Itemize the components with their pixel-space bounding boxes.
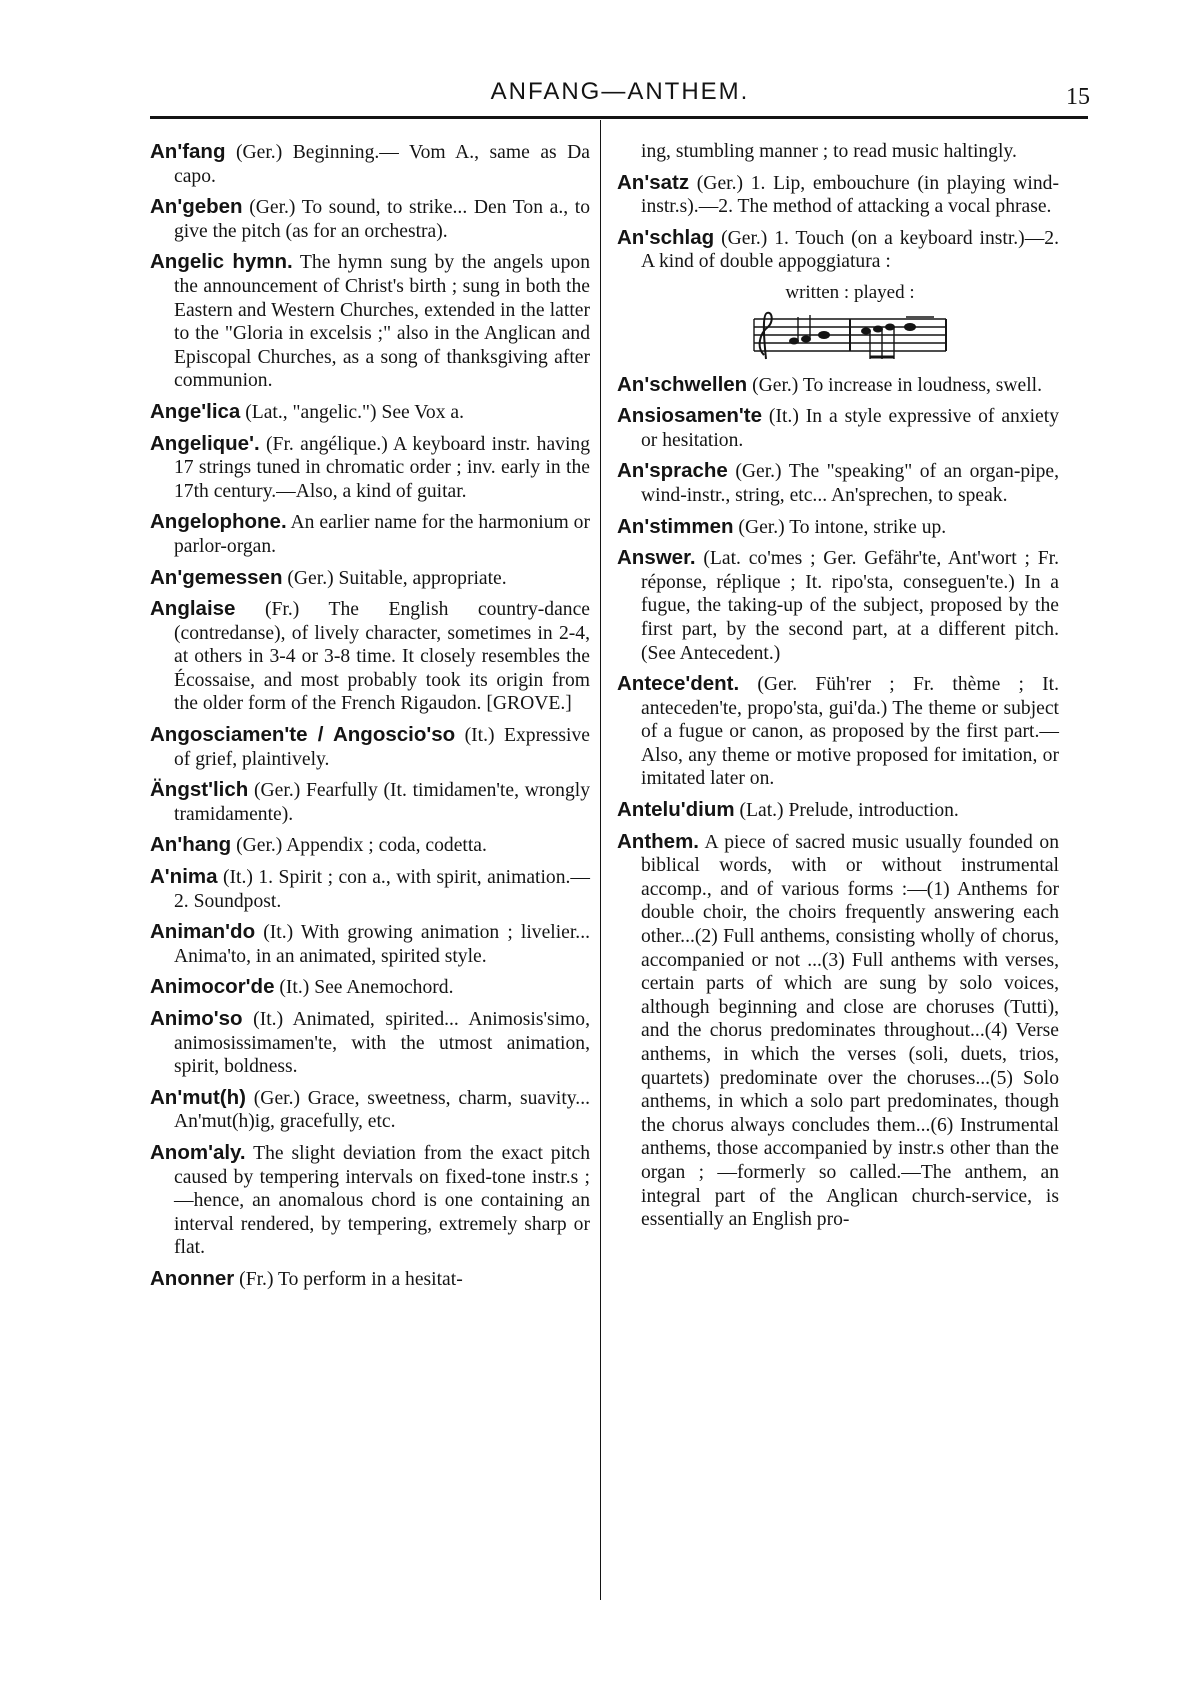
left-column [150,140,590,1299]
music-caption: written : played : [785,281,915,303]
entry-definition: (It.) 1. Spirit ; con a., with spirit, animation.—2. Soundpost. [174,867,590,912]
music-notation-figure [750,309,950,365]
right-column [617,140,1059,1239]
entry-headword: An'gemessen [150,565,283,589]
entry-headword: Anom'aly. [150,1140,246,1164]
entry-definition: The hymn sung by the angels upon the announcement of Christ's birth ; sung in both the Eastern and Western Churches, extended in the latter to the "Gloria in excelsis ;" also in the Anglican and Episcopal Churches, as a song of thanksgiving after communion. [174,252,590,392]
dictionary-entry [150,723,590,771]
entry-headword: Ansiosamen'te [617,404,763,428]
entry-headword: A'nima [150,865,218,889]
dictionary-entry [150,566,590,591]
music-example [617,281,1059,365]
entry-headword: An'sprache [617,459,728,483]
entry-definition: (It.) In a style expressive of anxiety or hesitation. [641,406,1059,451]
entry-headword: Animan'do [150,920,256,944]
entry-definition: (Fr.) To perform in a hesitat- [234,1268,463,1290]
running-head: ANFANG—ANTHEM. [490,78,750,105]
entry-headword: An'fang [150,140,226,163]
entry-headword: An'schwellen [617,372,748,396]
dictionary-entry [150,1267,590,1292]
entry-definition: (Lat.) Prelude, introduction. [734,800,959,822]
dictionary-entry [150,432,590,504]
dictionary-entry [617,459,1059,507]
entry-definition: (It.) With growing animation ; livelier... Anima'to, in an animated, spirited style. [174,922,590,967]
entry-definition: (Lat. co'mes ; Ger. Gefähr'te, Ant'wort ; Fr. réponse, réplique ; It. ripo'sta, conseguen'te.) In a fugue, the taking-up of the subject, proposed by the first part, by the second part, at a different pitch. (See Antecedent.) [641,548,1059,664]
entry-definition: (Lat., "angelic.") See Vox a. [240,401,464,423]
dictionary-entry [617,171,1059,219]
entry-headword: Animo'so [150,1007,243,1030]
entry-headword: An'schlag [617,225,715,249]
entry-definition: (Ger.) Suitable, appropriate. [282,567,507,589]
entry-headword: Anonner [150,1266,235,1290]
entry-headword: Angelic hymn. [150,250,293,274]
entry-definition: (Ger.) Beginning.— Vom A., same as Da capo. [174,142,590,187]
dictionary-entry [617,672,1059,791]
page-number: 15 [1066,84,1090,110]
dictionary-entry [617,546,1059,665]
entry-headword: Anglaise [150,597,236,621]
entry-headword: Antece'dent. [617,672,740,696]
dictionary-entry [150,1007,590,1079]
dictionary-entry [150,975,590,1000]
entry-headword: Ange'lica [150,399,241,423]
entry-definition: (Ger. Füh'rer ; Fr. thème ; It. anteceden'te, propo'sta, gui'da.) The theme or subject of a fugue or canon, as proposed by the first part.—Also, any theme or motive proposed for imitation, or imitated later on. [641,674,1059,790]
dictionary-entry [150,195,590,243]
entry-definition: (Ger.) Grace, sweetness, charm, suavity... An'mut(h)ig, gracefully, etc. [174,1087,590,1133]
entry-definition: (Fr.) The English country-dance (contredanse), of lively character, sometimes in 2-4, at others in 3-4 or 3-8 time. It closely resembles the Écossaise, and most probably took its origin from the older form of the French Rigaudon. [GROVE.] [174,599,590,715]
entry-definition: (Ger.) To intone, strike up. [733,516,947,538]
dictionary-entry [150,510,590,558]
column-divider [600,120,601,1600]
entry-headword: Ängst'lich [150,778,249,802]
continuation-text: ing, stumbling manner ; to read music haltingly. [641,141,1017,162]
entry-definition: (Ger.) 1. Lip, embouchure (in playing wind-instr.s).—2. The method of attacking a vocal phrase. [641,172,1059,218]
entry-definition: (Ger.) 1. Touch (on a keyboard instr.)—2. A kind of double appoggiatura : [641,227,1059,273]
entry-definition: (Fr. angélique.) A keyboard instr. having 17 strings tuned in chromatic order ; inv. early in the 17th century.—Also, a kind of guitar. [174,433,590,502]
entry-definition: (It.) See Anemochord. [274,977,454,999]
dictionary-entry [150,400,590,425]
dictionary-entry [617,515,1059,540]
dictionary-entry [617,226,1059,274]
dictionary-entry [150,1141,590,1260]
entry-definition: (Ger.) The "speaking" of an organ-pipe, wind-instr., string, etc... An'sprechen, to speak. [641,461,1059,506]
entry-headword: Angelophone. [150,510,287,534]
dictionary-entry [150,250,590,393]
entry-headword: An'geben [150,195,243,219]
entry-definition: (Ger.) To sound, to strike... Den Ton a., to give the pitch (as for an orchestra). [174,197,590,242]
dictionary-entry [617,798,1059,823]
dictionary-entry [150,597,590,716]
entry-headword: An'satz [617,170,690,194]
dictionary-entry [150,833,590,858]
entry-headword: Antelu'dium [617,798,735,822]
dictionary-entry [617,830,1059,1232]
entry-definition: (It.) Expressive of grief, plaintively. [174,725,590,770]
entry-definition: (Ger.) Appendix ; coda, codetta. [231,835,487,857]
page-header [150,78,1090,118]
entry-definition: (Ger.) Fearfully (It. timidamen'te, wrongly tramidamente). [174,780,590,825]
entry-definition: The slight deviation from the exact pitch caused by tempering intervals on fixed-tone instr.s ;—hence, an anomalous chord is one containing an interval rendered, by tempering, extremely sharp or flat. [174,1142,590,1259]
entry-definition: (Ger.) To increase in loudness, swell. [747,374,1043,396]
entry-headword: Angelique'. [150,431,260,455]
dictionary-entry [150,920,590,968]
dictionary-entry [150,865,590,913]
entry-definition: A piece of sacred music usually founded on biblical words, with or without instrumental accomp., and of various forms :—(1) Anthems for double choir, the choirs frequently answering each other...(2) Full anthems, consisting wholly of chorus, accompanied or not ...(3) Full anthems with verses, certain parts of which are sung by solo voices, although beginning and close are choruses (Tutti), and the chorus predominates throughout...(4) Verse anthems, in which the verses (soli, duets, trios, quartets) predominate over the choruses...(5) Solo anthems, in which a solo part predominates, though the chorus always concludes them...(6) Instrumental anthems, those accompanied by instr.s other than the organ ; —formerly so called.—The anthem, an integral part of the Anglican church-service, is essentially an English pro- [641,831,1059,1231]
dictionary-entry [150,1086,590,1134]
entry-definition: (It.) Animated, spirited... Animosis'simo, animosissimamen'te, with the utmost animation, spirit, boldness. [174,1009,590,1078]
entry-headword: An'mut(h) [150,1085,246,1109]
entry-headword: An'hang [150,833,232,857]
dictionary-entry [150,140,590,188]
entry-headword: Anthem. [617,829,699,853]
header-rule [150,116,1088,119]
dictionary-entry [150,778,590,826]
entry-headword: Answer. [617,546,696,570]
entry-headword: Angosciamen'te / Angoscio'so [150,723,456,747]
entry-headword: Animocor'de [150,975,275,999]
entry-definition: An earlier name for the harmonium or parlor-organ. [174,512,590,557]
dictionary-entry [617,404,1059,452]
entry-headword: An'stimmen [617,514,734,538]
dictionary-entry [617,373,1059,398]
